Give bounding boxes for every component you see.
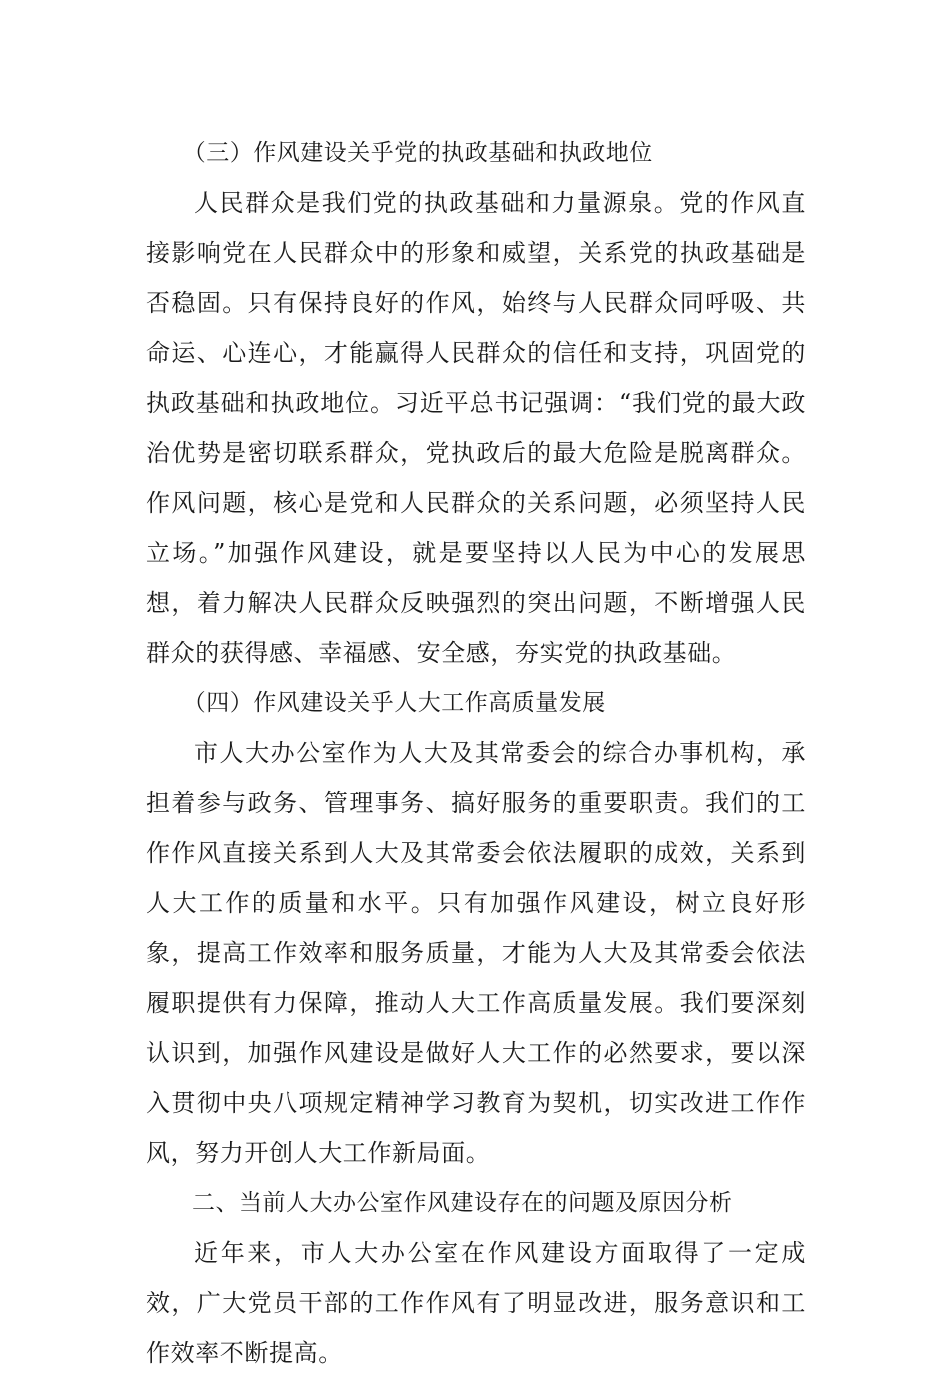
section-heading-4: （四）作风建设关乎人大工作高质量发展 bbox=[182, 690, 606, 716]
paragraph-npc-office-role: 市人大办公室作为人大及其常委会的综合办事机构，承担着参与政务、管理事务、搞好服务的重要职责。我们的工作作风直接关系到人大及其常委会依法履职的成效，关系到人大工作的质量和水平。只有加强作风建设，树立良好形象，提高工作效率和服务质量，才能为人大及其常委会依法履职提供有力保障，推动人大工作高质量发展。我们要深刻认识到，加强作风建设是做好人大工作的必然要求，要以深入贯彻中央八项规定精神学习教育为契机，切实改进工作作风，努力开创人大工作新局面。 bbox=[146, 739, 806, 1167]
section-heading-3: （三）作风建设关乎党的执政基础和执政地位 bbox=[182, 140, 653, 166]
paragraph-ruling-foundation: 人民群众是我们党的执政基础和力量源泉。党的作风直接影响党在人民群众中的形象和威望，关系党的执政基础是否稳固。只有保持良好的作风，始终与人民群众同呼吸、共命运、心连心，才能赢得人民群众的信任和支持，巩固党的执政基础和执政地位。习近平总书记强调：“我们党的最大政治优势是密切联系群众，党执政后的最大危险是脱离群众。作风问题，核心是党和人民群众的关系问题，必须坚持人民立场。”加强作风建设，就是要坚持以人民为中心的发展思想，着力解决人民群众反映强烈的突出问题，不断增强人民群众的获得感、幸福感、安全感，夯实党的执政基础。 bbox=[146, 189, 806, 667]
chapter-heading-2: 二、当前人大办公室作风建设存在的问题及原因分析 bbox=[192, 1190, 733, 1216]
document-body bbox=[146, 128, 806, 1378]
paragraph-recent-progress: 近年来，市人大办公室在作风建设方面取得了一定成效，广大党员干部的工作作风有了明显改进，服务意识和工作效率不断提高。 bbox=[146, 1239, 806, 1367]
